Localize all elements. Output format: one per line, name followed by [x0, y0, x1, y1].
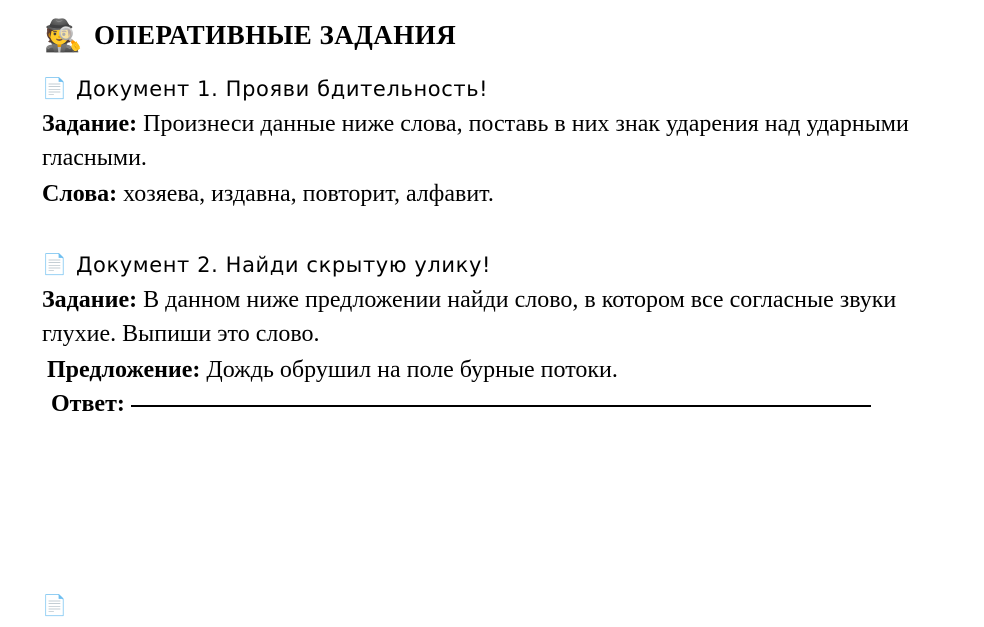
- document-1-task-text: Произнеси данные ниже слова, поставь в них знак ударения над ударными гласными.: [42, 111, 909, 172]
- document-2-heading: Документ 2. Найди скрытую улику!: [76, 253, 492, 278]
- detective-emoji: 🕵️: [44, 18, 83, 53]
- document-1-words-label: Слова:: [42, 181, 118, 208]
- document-block-1: [0, 77, 984, 211]
- document-icon: 📄: [42, 254, 67, 277]
- document-1-task-line: [42, 107, 944, 175]
- document-block-2: [0, 253, 984, 418]
- document-2-task-line: [42, 283, 944, 351]
- document-2-answer-label: Ответ:: [51, 391, 125, 418]
- page-title: ОПЕРАТИВНЫЕ ЗАДАНИЯ: [94, 20, 457, 50]
- document-1-task-label: Задание:: [42, 111, 138, 137]
- document-2-answer-row: [42, 391, 944, 418]
- next-document-icon-peek: [42, 595, 67, 617]
- document-1-heading-row: [42, 77, 944, 101]
- answer-write-line[interactable]: [131, 405, 871, 407]
- page-header: [0, 0, 984, 51]
- document-2-task-text: В данном ниже предложении найди слово, в котором все согласные звуки глухие. Выпиши это слово.: [42, 287, 897, 348]
- document-1-words-line: [42, 177, 944, 211]
- document-icon: 📄: [42, 78, 67, 100]
- block-spacer: [0, 213, 984, 227]
- document-icon: 📄: [42, 595, 67, 617]
- document-2-sentence-label: Предложение:: [47, 357, 201, 384]
- document-2-sentence-text: Дождь обрушил на поле бурные потоки.: [200, 357, 618, 384]
- document-2-sentence-line: [42, 353, 944, 387]
- document-2-task-label: Задание:: [42, 287, 138, 314]
- document-1-heading: Документ 1. Прояви бдительность!: [76, 77, 489, 101]
- document-2-heading-row: [42, 253, 944, 277]
- document-1-words-text: хозяева, издавна, повторит, алфавит.: [117, 181, 494, 208]
